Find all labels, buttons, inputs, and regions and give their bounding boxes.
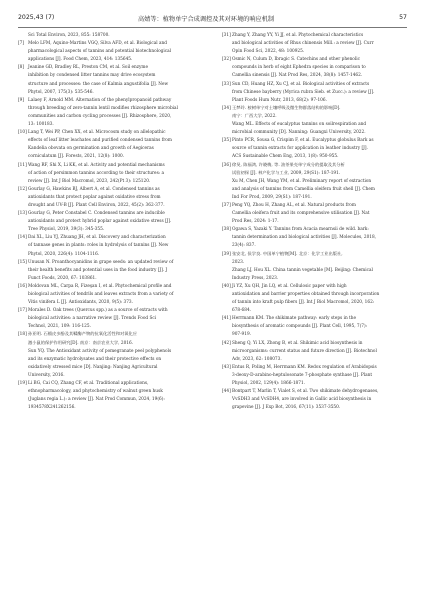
reference-number: [16]: [18, 283, 27, 289]
journal-volume-issue: 2025,43 (7): [18, 14, 55, 21]
running-title: 高婧等：植物单宁合成调控及其对环境的响应机制: [138, 16, 275, 23]
reference-line: Herrmann KM. The shikimate pathway: early steps in the: [232, 316, 357, 322]
reference-line: Technol, 2021, 109: 116-125.: [28, 324, 91, 330]
reference-number: [44]: [222, 389, 231, 395]
reference-number: [36]: [222, 162, 231, 168]
reference-entry: [18, 259, 204, 283]
reference-entry: [18, 307, 204, 331]
reference-line: Morales D. Oak trees (Quercus spp.) as a source of extracts with: [28, 308, 168, 314]
reference-line: from Chinese bayberry (Myrica rubra Sieb. et Zucc.): a review [J].: [232, 89, 375, 95]
reference-entry: [18, 234, 204, 258]
reference-entry: [222, 226, 408, 250]
reference-line: ethnopharmacology, and phytochemistry of walnut green husk: [28, 389, 163, 395]
reference-line: Camellia oleifera fruit and its comprehensive utilisation [J]. Nat: [232, 211, 370, 217]
reference-entry: [222, 340, 408, 364]
reference-line: 2023.: [232, 259, 245, 265]
reference-entry: [222, 121, 408, 137]
reference-line: 南宁：广西大学, 2022.: [232, 113, 277, 119]
reference-line: Unusan N. Proanthocyanidins in grape seeds: an updated review of: [28, 259, 174, 265]
reference-line: Peng YQ, Zhou H, Zhang AL, et al. Natural products from: [232, 202, 356, 208]
reference-line: antioxidants that protect poplar against oxidative stress from: [28, 194, 161, 200]
reference-number: [19]: [18, 381, 27, 387]
reference-line: Gourlay G, Hawkins BJ, Albert A, et al. Condensed tannins as: [28, 186, 160, 192]
reference-entry: [222, 162, 408, 178]
reference-line: of tannase genes in plants: roles in hydrolysis of tannins [J]. New: [28, 243, 169, 249]
reference-number: [7]: [18, 41, 25, 47]
reference-line: oxidatively stressed mice [D]. Nanjing: Nanjing Agricultural: [28, 364, 158, 370]
page-number: 57: [399, 14, 407, 21]
reference-entry: [18, 331, 204, 347]
reference-entry: [222, 105, 408, 121]
reference-line: Zhang LJ, Hou XL. China tannin vegetable [M]. Beijing: Chemical: [232, 267, 373, 273]
reference-line: microorganisms: current status and future direction [J]. Biotechnol: [232, 348, 377, 354]
reference-line: Plant Foods Hum Nutr, 2013, 68(2): 97-106.: [232, 97, 327, 103]
reference-number: [15]: [18, 259, 27, 265]
reference-line: effects of leaf litter leachates and purified condensed tannins from: [28, 138, 172, 144]
reference-line: Ji YZ, Xu QH, Jin LQ, et al. Cellulosic paper with high: [232, 283, 347, 289]
reference-number: [18]: [18, 332, 27, 338]
reference-line: Wang RF, Shi X, Li KK, et al. Activity and potential mechanisms: [28, 162, 165, 168]
reference-line: 1934578X241262156.: [28, 405, 76, 411]
reference-line: biosynthesis of aromatic compounds [J]. Plant Cell, 1995, 7(7):: [232, 324, 368, 330]
reference-number: [8]: [18, 65, 25, 71]
reference-line: Entus R, Poling M, Herrmann KM. Redox regulation of Arabidopsis: [232, 364, 377, 370]
reference-line: Wang ML. Effects of eucalyptus tannins on soilrespiration and: [232, 122, 367, 128]
reference-line: Ogawa S, Yazaki Y. Tannins from Acacia mearnsii de wild. bark:: [232, 227, 369, 233]
reference-line: 激小鼠的保护作用研究[D]. 南京：南京农业大学, 2016.: [28, 340, 134, 346]
reference-line: microbial community [D]. Nanning: Guangxi University, 2022.: [232, 130, 366, 136]
reference-number: [35]: [222, 138, 231, 144]
reference-number: [38]: [222, 227, 231, 233]
reference-number: [12]: [18, 186, 27, 192]
reference-line: antioxidants and protect hybrid poplar against oxidative stress [J].: [28, 219, 172, 225]
references-right-column: [222, 32, 408, 412]
reference-line: Lalaey F, Arnold MM. Alternation of the phenylpropanoid pathway: [28, 97, 172, 103]
reference-line: source of tannin extracts for application in leather industry [J].: [232, 146, 368, 152]
reference-line: Adv, 2023, 62: 108073.: [232, 356, 282, 362]
reference-number: [10]: [18, 130, 27, 136]
reference-entry: [18, 380, 204, 412]
reference-line: 张安北, 侯学良. 中国单宁植物[M]. 北京：化学工业出版社,: [232, 251, 343, 257]
reference-entry: [222, 267, 408, 283]
reference-line: Ind For Prod, 2009, 29(S1): 187-191.: [232, 194, 312, 200]
reference-entry: [18, 186, 204, 210]
reference-line: 孙亚明. 石榴皮多酚及其鞣酶产物的抗氧化活性和对氧化应: [28, 332, 137, 338]
reference-line: 3-deoxy-D-arabino-heptulosonate 7-phosphate synthase [J]. Plant: [232, 372, 373, 378]
reference-line: communities and carbon cycling processes [J]. Rhizosphere, 2020,: [28, 113, 172, 119]
reference-line: Dai XL, Liu YJ, Zhuang JH, et al. Discovery and characterization: [28, 235, 166, 241]
reference-line: Jeanine GD, Bradley RL, Preston CM, et al. Soil enzyme: [28, 65, 148, 71]
reference-line: 13: 100183.: [28, 122, 54, 128]
reference-entry: [18, 40, 204, 64]
reference-line: Sun YQ. The Antioxidant activity of pomegranate peel polyphenols: [28, 348, 172, 354]
reference-line: tannin determination and biological activities [J]. Molecules, 2018,: [232, 235, 377, 241]
reference-line: Camellia sinensis [J]. Nat Prod Res, 2024, 38(8): 1457-1462.: [232, 73, 363, 79]
references-left-column: [18, 32, 204, 412]
reference-line: Melo LFM, Aquino-Martins VGQ, Silva AFD, et al. Biological and: [28, 41, 167, 47]
reference-entry: [18, 64, 204, 96]
reference-number: [17]: [18, 308, 27, 314]
reference-entry: [18, 32, 204, 40]
reference-number: [33]: [222, 81, 231, 87]
reference-entry: [222, 202, 408, 226]
reference-line: ACS Sustainable Chem Eng, 2013, 1(8): 950-955.: [232, 154, 339, 160]
reference-line: review [J]. Int J Biol Macromol, 2023, 242(Pt 3): 125120.: [28, 178, 151, 184]
reference-line: University, 2016.: [28, 372, 65, 378]
reference-entry: [222, 178, 408, 202]
reference-number: [9]: [18, 97, 25, 103]
reference-number: [32]: [222, 57, 231, 63]
header-rule: [18, 27, 407, 28]
reference-line: Vitis vinifera L [J]. Antioxidants, 2020, 9(5): 373.: [28, 300, 133, 306]
reference-entry: [18, 129, 204, 161]
reference-line: antioxidation and barrier properties obtained through incorporation: [232, 292, 380, 297]
reference-line: 23(4): 837.: [232, 243, 256, 249]
reference-line: Moldovan ML, Carpa R, Fizeşan I, et al. Phytochemical profile and: [28, 283, 172, 289]
reference-line: 907-919.: [232, 332, 252, 338]
reference-line: Industry Press, 2023.: [232, 275, 279, 281]
reference-line: Lang T, Wei PP, Chen XX, et al. Microcosm study on allelopathic: [28, 130, 166, 136]
reference-entry: [18, 210, 204, 234]
reference-line: 徐旻, 陈福鸿, 许晓梅, 等. 油茶果壳单宁成分的提取及其分析: [232, 162, 345, 168]
reference-line: applications [J]. Food Chem, 2023, 414: 135645.: [28, 57, 133, 63]
reference-number: [41]: [222, 316, 231, 322]
reference-line: Sci Total Environ, 2023, 855: 158700.: [28, 33, 110, 38]
reference-line: Phytol, 2020, 226(4): 1104-1116.: [28, 251, 100, 257]
reference-line: Funct Foods, 2020, 67: 103861.: [28, 275, 97, 281]
reference-entry: [222, 388, 408, 412]
reference-line: 678-684.: [232, 308, 252, 314]
reference-line: VvSDH3 and VvSDH4, are involved in Gallic acid biosynthesis in: [232, 397, 372, 403]
reference-line: of action of persimmon tannins according to their structures: a: [28, 170, 165, 176]
page-header: [18, 14, 407, 28]
reference-line: Sheng Q, Yi LX, Zhong B, et al. Shikimic acid biosynthesis in: [232, 340, 363, 346]
reference-line: of tannin into kraft pulp fibers [J]. Int J Biol Macromol, 2020, 162:: [232, 300, 375, 306]
reference-number: [11]: [18, 162, 27, 168]
reference-line: and biological activities of Rhus chinensis Mill.: a review [J]. Curr: [232, 41, 374, 47]
reference-line: Li BG, Cai CQ, Zhang CF, et al. Traditional applications,: [28, 381, 149, 387]
reference-line: Kandelia obovata on germination and growth of Aegiceras: [28, 146, 154, 152]
reference-line: Phytol, 2007, 175(3): 535-546.: [28, 89, 94, 95]
reference-entry: [222, 56, 408, 80]
reference-line: 王梦玲. 桉树单宁对土壤呼吸及微生物群落结构的影响[D].: [232, 105, 341, 111]
reference-entry: [18, 283, 204, 307]
reference-entry: [222, 32, 408, 56]
reference-line: Xu M, Chen JH, Wang YM, et al. Preliminary report of extraction: [232, 178, 372, 184]
reference-line: Zhang Y, Zhang YY, Yi JJ, et al. Phytochemical characteristics: [232, 33, 364, 38]
reference-entry: [222, 137, 408, 161]
reference-number: [40]: [222, 283, 231, 289]
reference-line: Physiol, 2002, 129(4): 1866-1871.: [232, 381, 306, 387]
reference-line: biological activities: a narrative review [J]. Trends Food Sci: [28, 316, 157, 322]
reference-line: and analysis of tannins from Camellia oleifera fruit shell [J]. Chem: [232, 186, 375, 192]
reference-line: 试验初探 [J]. 林产化学与工业, 2009, 29(S1): 187-191.: [232, 170, 341, 176]
reference-entry: [222, 283, 408, 315]
reference-line: Bontpart T, Marlin T, Vialet S, et al. Two shikimate dehydrogenases,: [232, 389, 379, 395]
reference-line: drought and UV-B [J]. Plant Cell Environ, 2022, 45(2): 362-377.: [28, 202, 165, 208]
reference-line: Pinto PCR, Sousa G, Crispim F, et al. Eucalyptus globulus Bark as: [232, 138, 374, 144]
reference-line: and its enzymatic hydrolysates and their protective effects on: [28, 356, 162, 362]
reference-line: biological activities of tendrils and leaves extracts from a variety of: [28, 292, 174, 297]
reference-line: Gourlay G, Peter Constabel C. Condensed tannins are inducible: [28, 211, 165, 217]
reference-line: Prod Res, 2024: 1-17.: [232, 219, 279, 225]
reference-entry: [18, 348, 204, 380]
reference-entry: [222, 364, 408, 388]
reference-entry: [18, 97, 204, 129]
reference-number: [43]: [222, 364, 231, 370]
reference-number: [34]: [222, 105, 231, 111]
reference-entry: [222, 251, 408, 267]
reference-line: structure and processes: the case of Kalmia angustifolia [J]. New: [28, 81, 169, 87]
reference-entry: [222, 315, 408, 339]
reference-line: corniculatum [J]. Forests, 2021, 12(8): 1000.: [28, 154, 125, 160]
reference-line: (Juglans regia L.): a review [J]. Nat Prod Commun, 2024, 19(6):: [28, 397, 165, 403]
reference-line: Opin Food Sci, 2022, 48: 100925.: [232, 49, 305, 55]
reference-line: Sun CD, Huang HZ, Xu CJ, et al. Biological activities of extracts: [232, 81, 370, 87]
reference-entry: [18, 162, 204, 186]
reference-line: pharmacological aspects of tannins and potential biotechnological: [28, 49, 171, 55]
reference-line: compounds in herb of eight Ephedra species in comparison to: [232, 65, 366, 71]
reference-entry: [222, 81, 408, 105]
reference-line: grapevine [J]. J Exp Bot, 2016, 67(11): 3537-3550.: [232, 405, 341, 411]
reference-line: through breeding of zero-tannin lentil modifies rhizosphere microbial: [28, 105, 178, 111]
reference-line: Osmic N, Culum D, Ibragic S. Catechins and other phenolic: [232, 57, 360, 63]
reference-number: [37]: [222, 202, 231, 208]
reference-line: Tree Physiol, 2019, 39(3): 345-355.: [28, 227, 105, 233]
reference-number: [14]: [18, 235, 27, 241]
reference-number: [42]: [222, 340, 231, 346]
reference-number: [13]: [18, 211, 27, 217]
reference-line: their health benefits and potential uses in the food industry [J]. J: [28, 267, 168, 273]
reference-number: [39]: [222, 251, 231, 257]
reference-line: inhibition by condensed litter tannins may drive ecosystem: [28, 73, 156, 79]
reference-number: [31]: [222, 33, 231, 38]
